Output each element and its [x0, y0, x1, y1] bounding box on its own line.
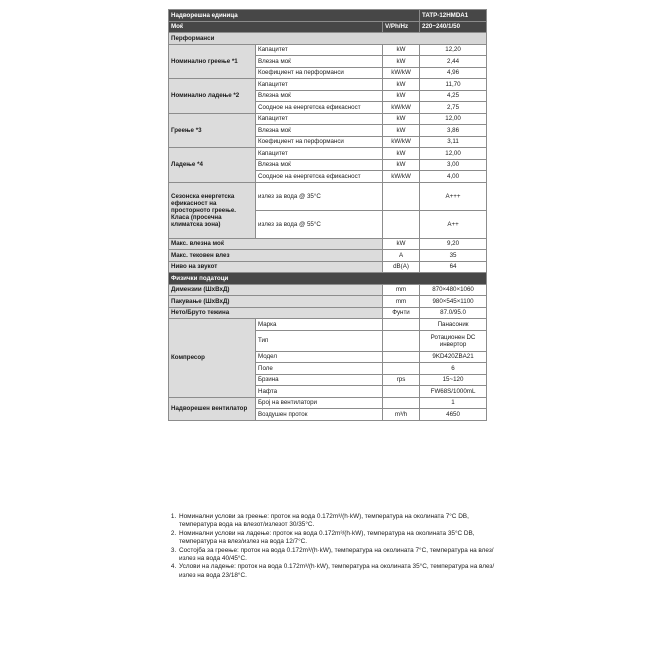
param-value: 87.0/95.0 — [420, 307, 487, 319]
param-value: 4650 — [420, 409, 487, 421]
param-value: Панасоник — [420, 319, 487, 331]
param-name: Воздушен проток — [256, 409, 383, 421]
section-label: Физички податоци — [169, 273, 487, 285]
group-label: Надворешен вентилатор — [169, 397, 256, 420]
param-name: Капацитет — [256, 44, 383, 56]
param-unit: mm — [383, 284, 420, 296]
power-row — [169, 21, 487, 33]
param-unit: kW — [383, 148, 420, 160]
param-value: 4,00 — [420, 171, 487, 183]
param-unit: A — [383, 250, 420, 262]
param-value: 4,96 — [420, 67, 487, 79]
param-value: 2,44 — [420, 56, 487, 68]
param-name: Капацитет — [256, 113, 383, 125]
footnotes — [168, 513, 498, 580]
param-value: 1 — [420, 397, 487, 409]
table-row — [169, 319, 487, 331]
footnote: 1. Номинални услови за греење: проток на вода 0.172m³/(h·kW), температура на околината 7°C DB, температура вода на влезот/излезот 30/35°C. — [178, 513, 498, 529]
param-value: A+++ — [420, 182, 487, 210]
param-unit — [383, 182, 420, 210]
param-name: Нафта — [256, 386, 383, 398]
physical-section-row — [169, 273, 487, 285]
footnote: 3. Состојба за греење: проток на вода 0.172m³/(h·kW), температура на околината 7°C, температура на влез/излез на вода 40/45°C. — [178, 547, 498, 563]
row-label: Нето/Бруто тежина — [169, 307, 383, 319]
footnote: 2. Номинални услови на ладење: проток на вода 0.172m³/(h·kW), температура на околината 35°C DB, температура на влез/излез на вода 12/7°C. — [178, 530, 498, 546]
param-unit: kW — [383, 238, 420, 250]
param-value: Ротационен DC инвертор — [420, 330, 487, 351]
header-row — [169, 10, 487, 22]
param-name: излез за вода @ 35°C — [256, 182, 383, 210]
param-unit: kW — [383, 125, 420, 137]
group-label: Сезонска енергетска ефикасност на просторното греење. Класа (просечна климатска зона) — [169, 182, 256, 238]
param-value: 12,00 — [420, 148, 487, 160]
table-row — [169, 250, 487, 262]
unit-label: Надворешна единица — [169, 10, 420, 22]
param-value: FW68S/1000mL — [420, 386, 487, 398]
model-number: TATP-12HMDA1 — [420, 10, 487, 22]
param-unit — [383, 397, 420, 409]
group-label: Номинално греење *1 — [169, 44, 256, 79]
param-unit: kW — [383, 56, 420, 68]
param-unit: kW — [383, 79, 420, 91]
power-label: Моќ — [169, 21, 383, 33]
table-row — [169, 44, 487, 56]
param-name: Брзина — [256, 374, 383, 386]
row-label: Макс. тековен влез — [169, 250, 383, 262]
spec-table-body — [169, 10, 487, 421]
row-label: Димензии (ШxВxД) — [169, 284, 383, 296]
param-unit: kW/kW — [383, 67, 420, 79]
table-row — [169, 296, 487, 308]
table-row — [169, 397, 487, 409]
param-unit — [383, 386, 420, 398]
table-row — [169, 148, 487, 160]
param-name: Соодное на енергетска ефикасност — [256, 102, 383, 114]
table-row — [169, 238, 487, 250]
param-value: 15~120 — [420, 374, 487, 386]
param-name: Капацитет — [256, 79, 383, 91]
param-name: Тип — [256, 330, 383, 351]
group-label: Номинално ладење *2 — [169, 79, 256, 114]
row-label: Пакување (ШxВxД) — [169, 296, 383, 308]
param-name: Коефициент на перформанси — [256, 136, 383, 148]
param-name: Влезна моќ — [256, 159, 383, 171]
param-value: 12,20 — [420, 44, 487, 56]
param-unit: kW — [383, 159, 420, 171]
param-unit: Фунти — [383, 307, 420, 319]
row-label: Макс. влезна моќ — [169, 238, 383, 250]
param-unit: kW — [383, 44, 420, 56]
param-name: Коефициент на перформанси — [256, 67, 383, 79]
param-value: A++ — [420, 210, 487, 238]
param-name: Влезна моќ — [256, 56, 383, 68]
footnote: 4. Услови на ладење: проток на вода 0.172m³/(h·kW), температура на околината 35°C, температура на влез/излез на вода 23/18°C. — [178, 563, 498, 579]
param-value: 870×480×1060 — [420, 284, 487, 296]
param-name: Соодное на енергетска ефикасност — [256, 171, 383, 183]
param-value: 3,86 — [420, 125, 487, 137]
param-value: 9KD420ZBA21 — [420, 351, 487, 363]
table-row — [169, 307, 487, 319]
group-label: Греење *3 — [169, 113, 256, 148]
param-value: 4,25 — [420, 90, 487, 102]
param-unit: kW — [383, 113, 420, 125]
param-value: 35 — [420, 250, 487, 262]
param-name: Марка — [256, 319, 383, 331]
table-row — [169, 182, 487, 210]
param-unit: m³/h — [383, 409, 420, 421]
param-value: 3,00 — [420, 159, 487, 171]
param-value: 3,11 — [420, 136, 487, 148]
param-value: 6 — [420, 363, 487, 375]
group-label: Ладење *4 — [169, 148, 256, 183]
param-name: Број на вентилатори — [256, 397, 383, 409]
performance-section-row — [169, 33, 487, 45]
param-unit: kW — [383, 90, 420, 102]
param-value: 11,70 — [420, 79, 487, 91]
power-unit: V/Ph/Hz — [383, 21, 420, 33]
power-value: 220~240/1/50 — [420, 21, 487, 33]
param-name: Капацитет — [256, 148, 383, 160]
param-value: 12,00 — [420, 113, 487, 125]
spec-table — [168, 9, 487, 421]
table-row — [169, 79, 487, 91]
param-name: Модел — [256, 351, 383, 363]
table-row — [169, 113, 487, 125]
param-unit — [383, 330, 420, 351]
param-unit: kW/kW — [383, 171, 420, 183]
param-name: Поле — [256, 363, 383, 375]
param-unit: kW/kW — [383, 136, 420, 148]
param-unit: mm — [383, 296, 420, 308]
param-unit: kW/kW — [383, 102, 420, 114]
param-unit: rps — [383, 374, 420, 386]
param-unit — [383, 210, 420, 238]
row-label: Ниво на звукот — [169, 261, 383, 273]
param-name: Влезна моќ — [256, 125, 383, 137]
param-value: 2,75 — [420, 102, 487, 114]
param-value: 9,20 — [420, 238, 487, 250]
param-unit — [383, 319, 420, 331]
param-value: 64 — [420, 261, 487, 273]
param-unit — [383, 351, 420, 363]
param-unit — [383, 363, 420, 375]
param-name: Влезна моќ — [256, 90, 383, 102]
group-label: Компресор — [169, 319, 256, 398]
table-row — [169, 261, 487, 273]
param-value: 980×545×1100 — [420, 296, 487, 308]
param-name: излез за вода @ 55°C — [256, 210, 383, 238]
performance-label: Перформанси — [169, 33, 487, 45]
table-row — [169, 284, 487, 296]
param-unit: dB(A) — [383, 261, 420, 273]
